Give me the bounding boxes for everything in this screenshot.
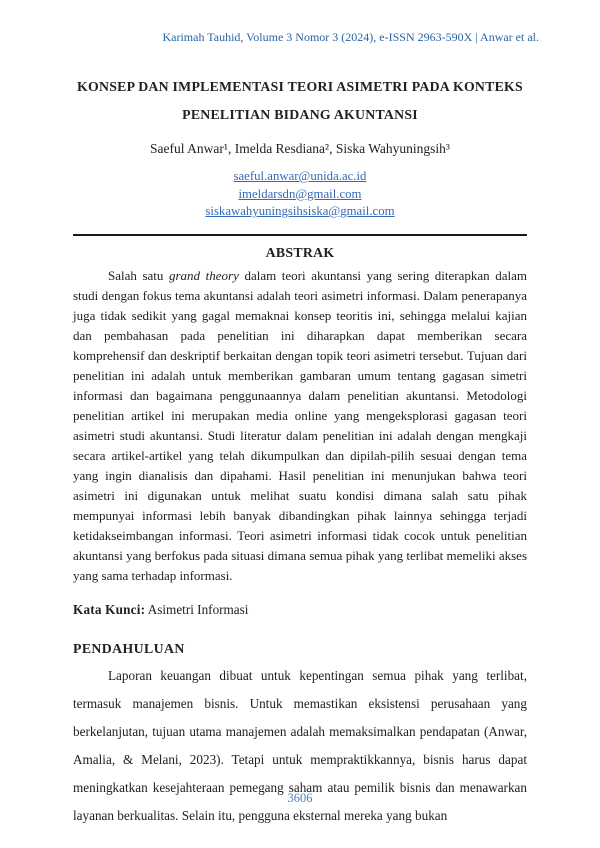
- section-heading-pendahuluan: PENDAHULUAN: [73, 640, 185, 656]
- keywords-line: [73, 601, 527, 619]
- page-number: 3606: [287, 791, 313, 805]
- keywords-label: Kata Kunci:: [73, 601, 146, 617]
- page-content: [73, 30, 539, 830]
- article-title-line2: PENELITIAN BIDANG AKUNTANSI: [182, 107, 418, 122]
- author-list: Saeful Anwar¹, Imelda Resdiana², Siska Wahyuningsih³: [150, 141, 450, 156]
- article-title-line1: KONSEP DAN IMPLEMENTASI TEORI ASIMETRI PADA KONTEKS: [77, 79, 523, 94]
- header-divider-rule: [73, 234, 527, 236]
- abstract-heading: ABSTRAK: [265, 244, 335, 260]
- abstract-text-body: dalam teori akuntansi yang sering diterapkan dalam studi dengan fokus tema akuntansi adalah teori asimetri informasi. Dalam penerapanya juga tidak sedikit yang gagal memaknai konsep teoritis ini, sehingga melalui kajian dan pembahasan pada penelitian ini diharapkan dapat memberikan secara komprehensif dan deskriptif berkaitan dengan topik teori asimetri tersebut. Tujuan dari penelitian ini adalah untuk memberikan gambaran umum tentang gagasan simetri informasi dan bagaimana penggunaannya dalam penelitian akuntansi. Metodologi penelitian artikel ini merupakan media online yang mengeksplorasi gagasan teori asimetri studi akuntansi. Studi literatur dalam penelitian ini adalah dengan mengkaji secara artikel-artikel yang telah dikumpulkan dan dipilah-pilih sesuai dengan tema yang ingin dianalisis dan dipahami. Hasil penelitian ini menunjukan bahwa teori asimetri ini digunakan untuk melihat suatu kondisi dimana salah satu pihak mempunyai informasi lebih banyak dibandingkan pihak lainnya sehingga terjadi ketidakseimbangan informasi. Teori asimetri informasi tidak cocok untuk penelitian akuntansi yang berfokus pada situasi dimana semua pihak yang terlibat memeliki akses yang sama terhadap informasi.: [73, 267, 528, 583]
- introduction-paragraph: Laporan keuangan dibuat untuk kepentingan semua pihak yang terlibat, termasuk manajemen bisnis. Untuk memastikan eksistensi perusahaan yang berkelanjutan, tujuan utama manajemen adalah memaksimalkan pendapatan (Anwar, Amalia, & Melani, 2023). Tetapi untuk mempraktikkannya, bisnis harus dapat meningkatkan kesejahteraan pemegang saham atau pemilik bisnis dan menawarkan layanan berkualitas. Selain itu, pengguna eksternal mereka yang bukan: [73, 667, 527, 823]
- abstract-text-lead: Salah satu: [108, 267, 169, 283]
- keywords-value: Asimetri Informasi: [145, 601, 249, 617]
- email-list: [73, 168, 527, 221]
- journal-header-line: Karimah Tauhid, Volume 3 Nomor 3 (2024), e-ISSN 2963-590X | Anwar et al.: [162, 30, 539, 44]
- abstract-italic-phrase: grand theory: [169, 267, 239, 283]
- article-title: [73, 73, 527, 129]
- abstract-paragraph: [73, 266, 527, 586]
- email-link-author3[interactable]: siskawahyuningsihsiska@gmail.com: [205, 204, 395, 218]
- email-link-author2[interactable]: imeldarsdn@gmail.com: [238, 186, 362, 201]
- email-link-author1[interactable]: saeful.anwar@unida.ac.id: [233, 169, 367, 183]
